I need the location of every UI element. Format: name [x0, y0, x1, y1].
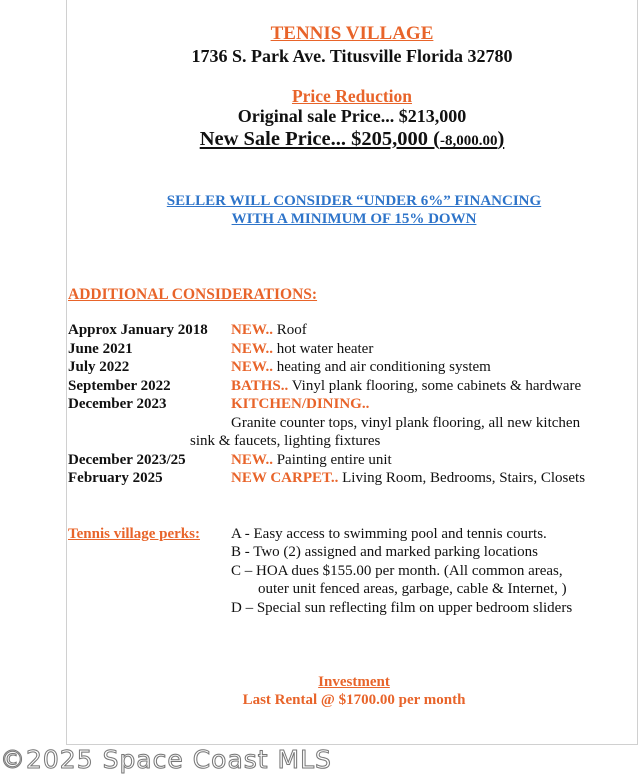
- new-sale-price: [66, 128, 638, 151]
- consideration-date: December 2023/25: [68, 452, 186, 468]
- perk-item: C – HOA dues $155.00 per month. (All common areas,: [231, 563, 563, 579]
- consideration-keyword: NEW..: [231, 452, 273, 468]
- investment-heading: Investment: [318, 674, 390, 690]
- perk-item: A - Easy access to swimming pool and tennis courts.: [231, 526, 547, 542]
- consideration-item: [231, 452, 392, 469]
- perk-item-continued: outer unit fenced areas, garbage, cable & Internet, ): [258, 581, 567, 597]
- consideration-keyword: NEW..: [231, 341, 273, 357]
- consideration-text: heating and air conditioning system: [272, 359, 491, 375]
- consideration-date: February 2025: [68, 470, 163, 486]
- additional-considerations-heading: ADDITIONAL CONSIDERATIONS:: [68, 286, 318, 303]
- consideration-text: Roof: [272, 322, 307, 338]
- property-address: 1736 S. Park Ave. Titusville Florida 32780: [191, 46, 513, 66]
- consideration-item: [231, 359, 491, 376]
- consideration-item: [231, 470, 585, 487]
- new-price-text: New Sale Price... $205,000 (: [199, 128, 440, 150]
- consideration-date: December 2023: [68, 396, 167, 412]
- tennis-village-perks-heading: Tennis village perks:: [68, 526, 200, 542]
- consideration-text: Painting entire unit: [272, 452, 392, 468]
- last-rental-text: Last Rental @ $1700.00 per month: [242, 692, 466, 708]
- kitchen-detail-line-1: Granite counter tops, vinyl plank flooring, all new kitchen: [231, 415, 581, 431]
- original-price: Original sale Price... $213,000: [237, 106, 467, 126]
- financing-line-1: SELLER WILL CONSIDER “UNDER 6%” FINANCING: [166, 193, 542, 209]
- consideration-date: June 2021: [68, 341, 133, 357]
- price-reduction-heading: Price Reduction: [291, 86, 413, 106]
- document-title: TENNIS VILLAGE: [270, 23, 434, 44]
- kitchen-detail-line-2: sink & faucets, lighting fixtures: [190, 433, 381, 449]
- perk-item: B - Two (2) assigned and marked parking locations: [231, 544, 538, 560]
- consideration-keyword: BATHS..: [231, 378, 289, 394]
- mls-copyright-watermark: ©2025 Space Coast MLS: [0, 745, 332, 774]
- consideration-item: [231, 396, 369, 413]
- consideration-text: Vinyl plank flooring, some cabinets & hardware: [288, 378, 582, 394]
- consideration-item: [231, 378, 581, 395]
- consideration-text: Living Room, Bedrooms, Stairs, Closets: [338, 470, 586, 486]
- price-reduction-amount: -8,000.00: [439, 133, 498, 149]
- consideration-item: [231, 341, 373, 358]
- consideration-date: Approx January 2018: [68, 322, 208, 338]
- consideration-keyword: NEW..: [231, 322, 273, 338]
- consideration-text: hot water heater: [272, 341, 374, 357]
- financing-line-2: WITH A MINIMUM OF 15% DOWN: [231, 211, 477, 227]
- perk-item: D – Special sun reflecting film on upper bedroom sliders: [231, 600, 573, 616]
- new-price-close: ): [497, 128, 505, 150]
- consideration-keyword: NEW..: [231, 359, 273, 375]
- consideration-keyword: KITCHEN/DINING..: [231, 396, 370, 412]
- consideration-item: [231, 322, 307, 339]
- consideration-keyword: NEW CARPET..: [231, 470, 339, 486]
- consideration-date: July 2022: [68, 359, 130, 375]
- consideration-date: September 2022: [68, 378, 171, 394]
